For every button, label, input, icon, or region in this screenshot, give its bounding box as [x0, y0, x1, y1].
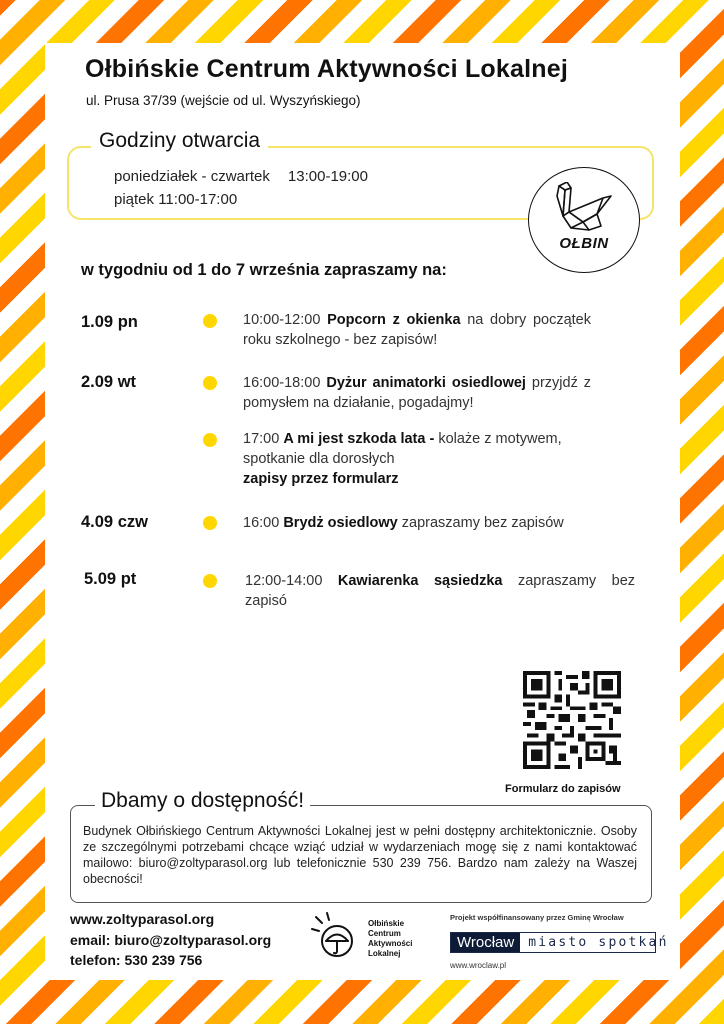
qr-caption: Formularz do zapisów — [505, 783, 621, 795]
event-description: 16:00 Brydż osiedlowy zapraszamy bez zapisów — [243, 515, 564, 531]
event-description: 17:00 A mi jest szkoda lata - kolaże z motywem, spotkanie dla dorosłych zapisy przez formularz — [243, 431, 562, 487]
event-name: A mi jest szkoda lata - — [283, 431, 435, 447]
origami-swan-icon — [553, 182, 615, 234]
event-bullet — [203, 314, 217, 328]
event-date: 5.09 pt — [84, 570, 137, 588]
hours-days: poniedziałek - czwartek — [114, 168, 270, 185]
event-date: 1.09 pn — [81, 313, 138, 331]
event-bullet — [203, 516, 217, 530]
wroclaw-logo-dark: Wrocław — [451, 933, 520, 952]
hours-time: 11:00-17:00 — [158, 191, 238, 208]
event-description: 12:00-14:00 Kawiarenka sąsiedzka zapraszamy bez zapisó — [245, 573, 636, 609]
registration-note: zapisy przez formularz — [243, 471, 399, 487]
event-description: 16:00-18:00 Dyżur animatorki osiedlowej przyjdź z pomysłem na działanie, pogadajmy! — [243, 375, 591, 411]
accessibility-title: Dbamy o dostępność! — [95, 789, 310, 813]
umbrella-sun-icon — [310, 911, 360, 961]
poster-panel — [45, 43, 680, 980]
event-description: 10:00-12:00 Popcorn z okienka na dobry początek roku szkolnego - bez zapisów! — [243, 312, 591, 348]
week-heading: w tygodniu od 1 do 7 września zapraszamy na: — [81, 261, 447, 279]
website-link[interactable]: www.zoltyparasol.org — [70, 911, 215, 927]
event-name: Popcorn z okienka — [327, 312, 461, 328]
page-title: Ołbińskie Centrum Aktywności Lokalnej — [85, 55, 568, 83]
hours-days: piątek — [114, 191, 155, 208]
event-name: Brydż osiedlowy — [283, 515, 398, 531]
event-name: Dyżur animatorki osiedlowej — [326, 375, 526, 391]
event-bullet — [203, 376, 217, 390]
email-link[interactable]: email: biuro@zoltyparasol.org — [70, 932, 272, 948]
funding-note: Projekt współfinansowany przez Gminę Wrocław — [450, 913, 624, 922]
event-bullet — [203, 574, 217, 588]
olbin-label: OŁBIN — [559, 235, 609, 252]
accessibility-text: Budynek Ołbińskiego Centrum Aktywności Lokalnej jest w pełni dostępny architektonicznie. Osoby ze szczególnymi potrzebami chcące wziąć udział w wydarzeniach mogę się z nami kontaktować mailowo: biuro@zoltyparasol.org lub telefonicznie 530 239 756. Bardzo nam zależy na Waszej obecności! — [83, 824, 637, 886]
event-bullet — [203, 433, 217, 447]
opening-hours-title: Godziny otwarcia — [91, 129, 268, 153]
hours-line — [114, 168, 368, 185]
wroclaw-logo — [450, 932, 669, 953]
address: ul. Prusa 37/39 (wejście od ul. Wyszyńskiego) — [86, 93, 361, 108]
event-date: 2.09 wt — [81, 373, 137, 391]
event-name: Kawiarenka sąsiedzka — [337, 573, 503, 589]
olbin-logo — [528, 167, 640, 273]
hours-time: 13:00-19:00 — [287, 168, 368, 185]
wroclaw-logo-light: miasto spotkań — [528, 935, 669, 950]
ocal-logo-text: Ołbińskie Centrum Aktywności Lokalnej — [368, 919, 413, 958]
hours-line — [114, 191, 237, 208]
qr-code[interactable] — [523, 671, 621, 769]
event-date: 4.09 czw — [81, 513, 148, 531]
wroclaw-url[interactable]: www.wroclaw.pl — [450, 961, 507, 970]
phone-number[interactable]: telefon: 530 239 756 — [70, 952, 203, 968]
